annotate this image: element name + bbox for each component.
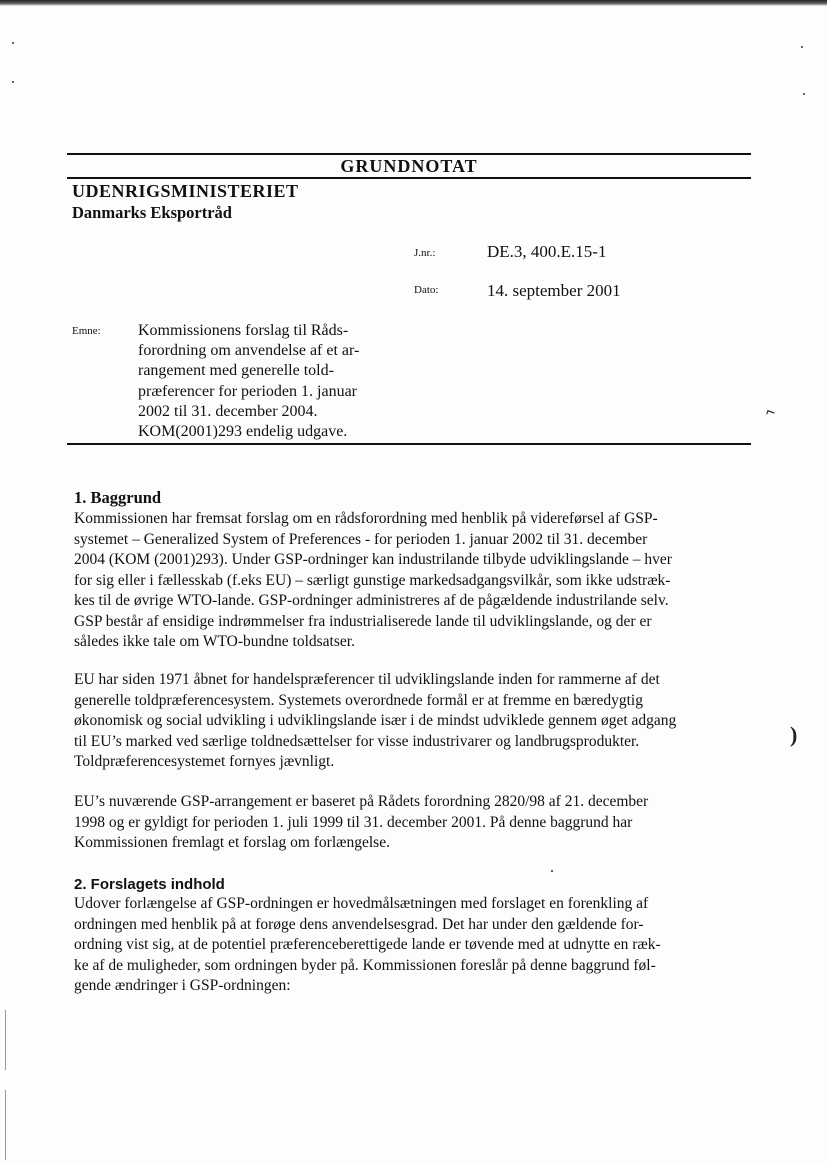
scan-edge — [0, 0, 827, 6]
section-heading: 1. Baggrund — [74, 488, 162, 507]
section-heading: 2. Forslagets indhold — [74, 876, 225, 893]
text-line: EU’s nuværende GSP-arrangement er baseret på Rådets forordning 2820/98 af 21. december — [74, 793, 649, 810]
text-line: systemet – Generalized System of Preferences - for perioden 1. januar 2002 til 31. december — [74, 530, 648, 548]
subject-bottom-rule — [67, 443, 751, 445]
jnr-value: DE.3, 400.E.15-1 — [487, 242, 607, 261]
text-line: 2004 (KOM (2001)293). Under GSP-ordninger kan industrilande tilbyde udviklingslande – hver — [74, 551, 672, 568]
text-line: kes til de øvrige WTO-lande. GSP-ordninger administreres af de pågældende industrilande selv. — [74, 592, 669, 609]
scan-margin-line — [5, 1090, 6, 1160]
text-line: Toldpræferencesystemet fornyes jævnligt. — [74, 753, 335, 770]
jnr-label: J.nr.: — [414, 247, 436, 259]
text-line: Udover forlængelse af GSP-ordningen er hovedmålsætningen med forslaget en forenkling af — [74, 895, 649, 912]
subject-line: præferencer for perioden 1. januar — [138, 382, 357, 400]
scan-speck — [803, 93, 805, 95]
ministry-name: UDENRIGSMINISTERIET — [72, 181, 299, 201]
paragraph — [74, 894, 764, 997]
organisation-name: Danmarks Eksportråd — [72, 203, 232, 222]
subject-line: KOM(2001)293 endelig udgave. — [138, 423, 348, 441]
text-line: gende ændringer i GSP-ordningen: — [74, 977, 291, 994]
scan-speck — [12, 42, 14, 44]
scan-speck — [551, 870, 553, 872]
text-line: økonomisk og social udvikling i udviklingslande især i de mindst udviklede gennem øget adgang — [74, 712, 677, 729]
scan-artifact-mark: ⌐ — [763, 402, 778, 423]
subject-label: Emne: — [72, 325, 101, 337]
subject-text — [138, 321, 400, 442]
text-line: for sig eller i fællesskab (f.eks EU) – særligt gunstige markedsadgangsvilkår, som ikke udstræk- — [74, 571, 671, 589]
text-line: 1998 og er gyldigt for perioden 1. juli 1999 til 31. december 2001. På denne baggrund har — [74, 813, 633, 831]
scan-margin-line — [5, 1010, 6, 1070]
scan-speck — [12, 81, 14, 83]
text-line: EU har siden 1971 åbnet for handelspræferencer til udviklingslande inden for rammerne af det — [74, 671, 660, 688]
subject-line: forordning om anvendelse af et ar- — [138, 342, 360, 360]
text-line: ke af de muligheder, som ordningen byder på. Kommissionen foreslår på denne baggrund føl- — [74, 956, 656, 974]
date-value: 14. september 2001 — [487, 281, 621, 300]
text-line: Kommissionen fremlagt et forslag om forlængelse. — [74, 834, 390, 851]
paragraph — [74, 670, 764, 773]
text-line: ordningen med henblik på at forøge dens anvendelsesgrad. Det har under den gældende for- — [74, 915, 644, 933]
subject-line: 2002 til 31. december 2004. — [138, 402, 318, 420]
subject-line: Kommissionens forslag til Råds- — [138, 322, 349, 339]
paragraph — [74, 509, 764, 653]
text-line: GSP består af ensidige indrømmelser fra industrialiserede lande til udviklingslande, og der er — [74, 612, 652, 630]
text-line: således ikke tale om WTO-bundne toldsatser. — [74, 633, 355, 650]
text-line: til EU’s marked ved særlige toldnedsættelser for visse industrivarer og landbrugsprodukter. — [74, 732, 640, 750]
text-line: Kommissionen har fremsat forslag om en rådsforordning med henblik på videreførsel af GSP- — [74, 510, 658, 527]
scan-artifact-mark: ) — [790, 722, 798, 747]
document-title: GRUNDNOTAT — [340, 156, 478, 176]
subject-line: rangement med generelle told- — [138, 362, 334, 380]
paragraph — [74, 792, 764, 854]
text-line: ordning vist sig, at de potentiel præferenceberettigede lande er tøvende med at udnytte en ræk- — [74, 936, 661, 953]
header-top-rule — [67, 153, 751, 155]
date-label: Dato: — [414, 284, 439, 296]
text-line: generelle toldpræferencesystem. Systemets overordnede formål er at fremme en bæredygtig — [74, 691, 643, 709]
scan-speck — [801, 46, 803, 48]
header-bottom-rule — [67, 177, 751, 179]
